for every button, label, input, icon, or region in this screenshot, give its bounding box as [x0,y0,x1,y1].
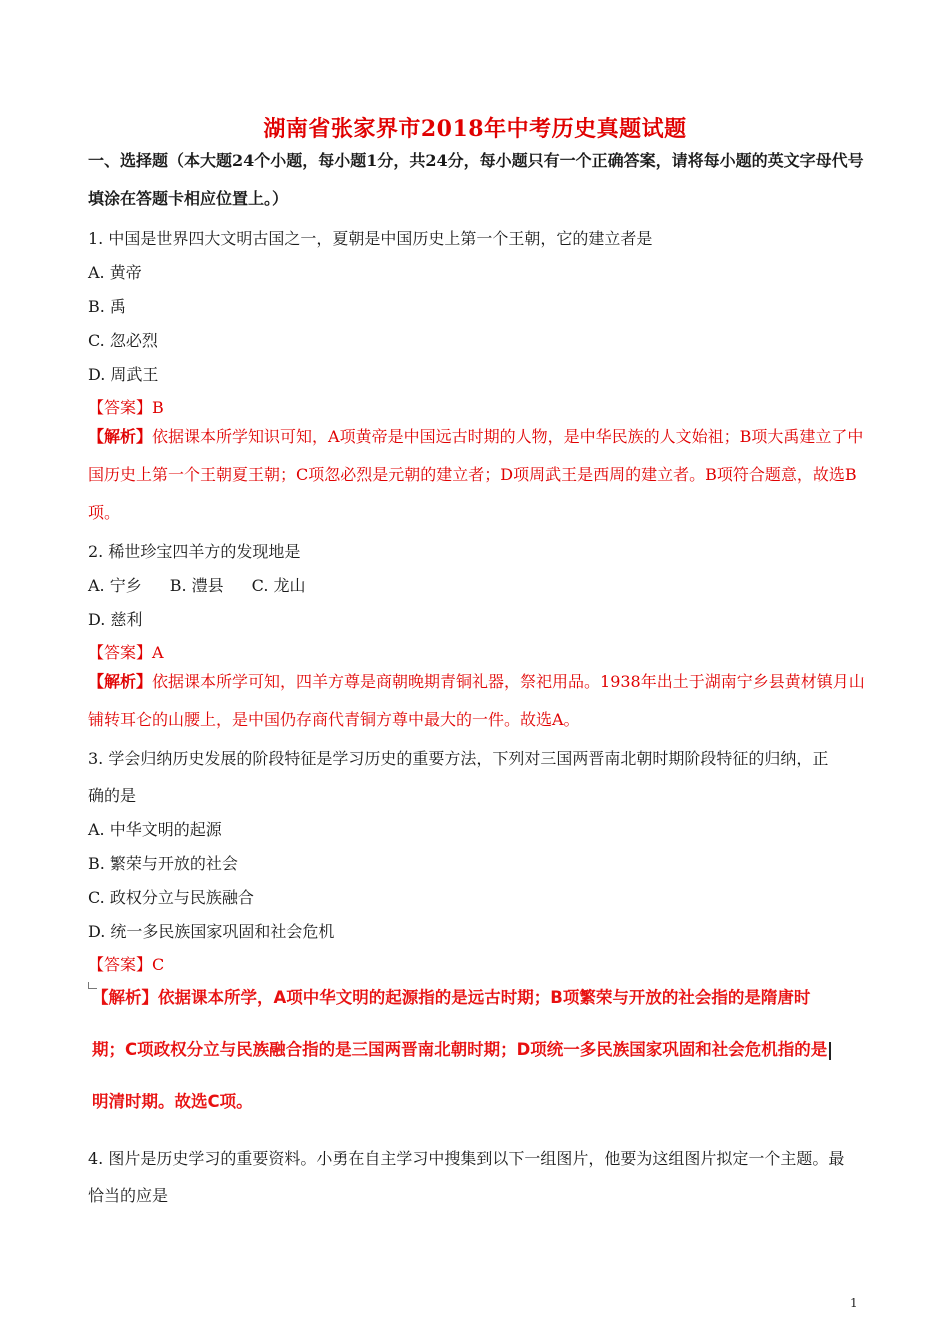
analysis-text: 依据课本所学可知，四羊方尊是商朝晚期青铜礼器，祭祀用品。1938年出土于湖南宁乡县黄材镇月山铺转耳仑的山腰上，是中国仍存商代青铜方尊中最大的一件。故选A。 [88,672,865,729]
question-1-option-b: B. 禹 [88,297,126,316]
question-4-stem-line-1: 4. 图片是历史学习的重要资料。小勇在自主学习中搜集到以下一组图片，他要为这组图片拟定一个主题。最 [88,1149,845,1168]
answer-label: 【答案】 [88,955,153,974]
question-3-analysis-line-3: 明清时期。故选C项。 [92,1092,253,1111]
question-2-option-c: C. 龙山 [251,576,306,595]
analysis-text: 期；C项政权分立与民族融合指的是三国两晋南北朝时期；D项统一多民族国家巩固和社会危机指的是 [92,1040,828,1059]
question-3-analysis-line-1: 【解析】依据课本所学，A项中华文明的起源指的是远古时期；B项繁荣与开放的社会指的是隋唐时 [92,988,811,1007]
analysis-label: 【解析】 [88,427,153,446]
answer-value: A [152,643,164,662]
question-3-option-b: B. 繁荣与开放的社会 [88,854,238,873]
answer-label: 【答案】 [88,398,153,417]
question-3-stem-line-2: 确的是 [88,786,137,805]
question-2-stem: 2. 稀世珍宝四羊方的发现地是 [88,542,301,561]
question-4-stem-line-2: 恰当的应是 [88,1186,169,1205]
question-1-analysis [88,418,868,532]
analysis-label: 【解析】 [88,672,153,691]
question-1-option-d: D. 周武王 [88,365,159,384]
question-3-option-c: C. 政权分立与民族融合 [88,888,254,907]
document-title: 湖南省张家界市2018年中考历史真题试题 [263,116,687,142]
question-2-answer [88,640,164,663]
question-2-option-a: A. 宁乡 [88,576,142,595]
question-3-analysis-line-2 [92,1024,862,1076]
question-1-answer [88,395,164,418]
question-3-stem-line-1: 3. 学会归纳历史发展的阶段特征是学习历史的重要方法，下列对三国两晋南北朝时期阶段特征的归纳，正 [88,749,829,768]
question-1-option-a: A. 黄帝 [88,263,142,282]
question-2-options-row [88,573,334,596]
answer-value: B [152,398,164,417]
analysis-text: 依据课本所学知识可知，A项黄帝是中国远古时期的人物，是中华民族的人文始祖；B项大禹建立了中国历史上第一个王朝夏王朝；C项忽必烈是元朝的建立者；D项周武王是西周的建立者。B项符合题意，故选B项。 [88,427,864,522]
text-cursor [829,1042,831,1060]
answer-value: C [152,955,165,974]
question-2-option-b: B. 澧县 [169,576,224,595]
answer-label: 【答案】 [88,643,153,662]
question-3-option-d: D. 统一多民族国家巩固和社会危机 [88,922,335,941]
question-2-option-d: D. 慈利 [88,610,143,629]
question-1-stem: 1. 中国是世界四大文明古国之一，夏朝是中国历史上第一个王朝，它的建立者是 [88,229,653,248]
question-1-option-c: C. 忽必烈 [88,331,158,350]
question-3-option-a: A. 中华文明的起源 [88,820,222,839]
section-heading: 一、选择题（本大题24个小题，每小题1分，共24分，每小题只有一个正确答案，请将每小题的英文字母代号填涂在答题卡相应位置上。） [88,151,864,208]
question-2-analysis [88,663,868,739]
page-number: 1 [850,1296,858,1310]
